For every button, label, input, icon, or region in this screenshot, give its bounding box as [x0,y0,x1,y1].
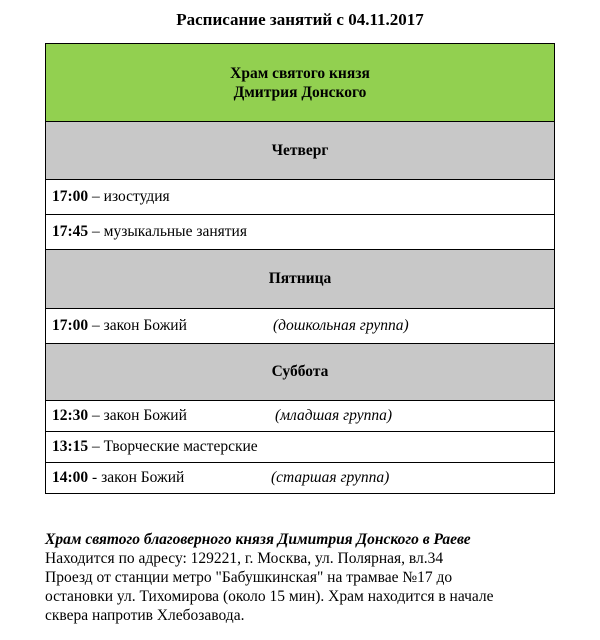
schedule-note: (младшая группа) [275,407,393,424]
schedule-time: 17:00 [52,317,89,334]
church-name-line1: Храм святого князя [230,64,370,82]
directions-line: остановки ул. Тихомирова (около 15 мин). Храм находится в начале [45,588,494,605]
schedule-row [46,215,555,250]
schedule-activity: Творческие мастерские [103,438,258,455]
address-block [45,530,565,625]
schedule-row [46,180,555,215]
schedule-time: 17:00 [52,188,89,205]
schedule-time: 13:15 [52,438,89,455]
schedule-separator: – [88,317,104,334]
schedule-separator: – [88,223,104,240]
directions-line: сквера напротив Хлебозавода. [45,607,245,624]
schedule-separator: – [88,407,104,424]
schedule-activity: закон Божий [103,407,187,424]
church-header [46,44,555,122]
schedule-activity: изостудия [103,188,170,205]
church-name-line2: Дмитрия Донского [233,83,367,101]
schedule-row [46,309,555,344]
schedule-activity: закон Божий [103,317,187,334]
schedule-note: (старшая группа) [271,469,390,486]
page-title: Расписание занятий с 04.11.2017 [176,10,424,29]
schedule-table [45,43,555,494]
schedule-row [46,463,555,494]
schedule-separator: – [88,438,104,455]
schedule-activity: музыкальные занятия [103,223,247,240]
schedule-separator: – [88,188,104,205]
schedule-time: 12:30 [52,407,89,424]
schedule-time: 14:00 [52,469,89,486]
directions-line: Проезд от станции метро "Бабушкинская" на трамвае №17 до [45,569,453,586]
schedule-row [46,432,555,463]
schedule-note: (дошкольная группа) [273,317,409,334]
day-header-thursday: Четверг [46,122,555,180]
schedule-row [46,401,555,432]
schedule-time: 17:45 [52,223,89,240]
address-title: Храм святого благоверного князя Димитрия Донского в Раеве [45,531,471,548]
address-line: Находится по адресу: 129221, г. Москва, ул. Полярная, вл.34 [45,550,444,567]
schedule-separator: - [88,469,102,486]
schedule-activity: закон Божий [101,469,185,486]
day-header-saturday: Суббота [46,344,555,401]
day-header-friday: Пятница [46,250,555,309]
